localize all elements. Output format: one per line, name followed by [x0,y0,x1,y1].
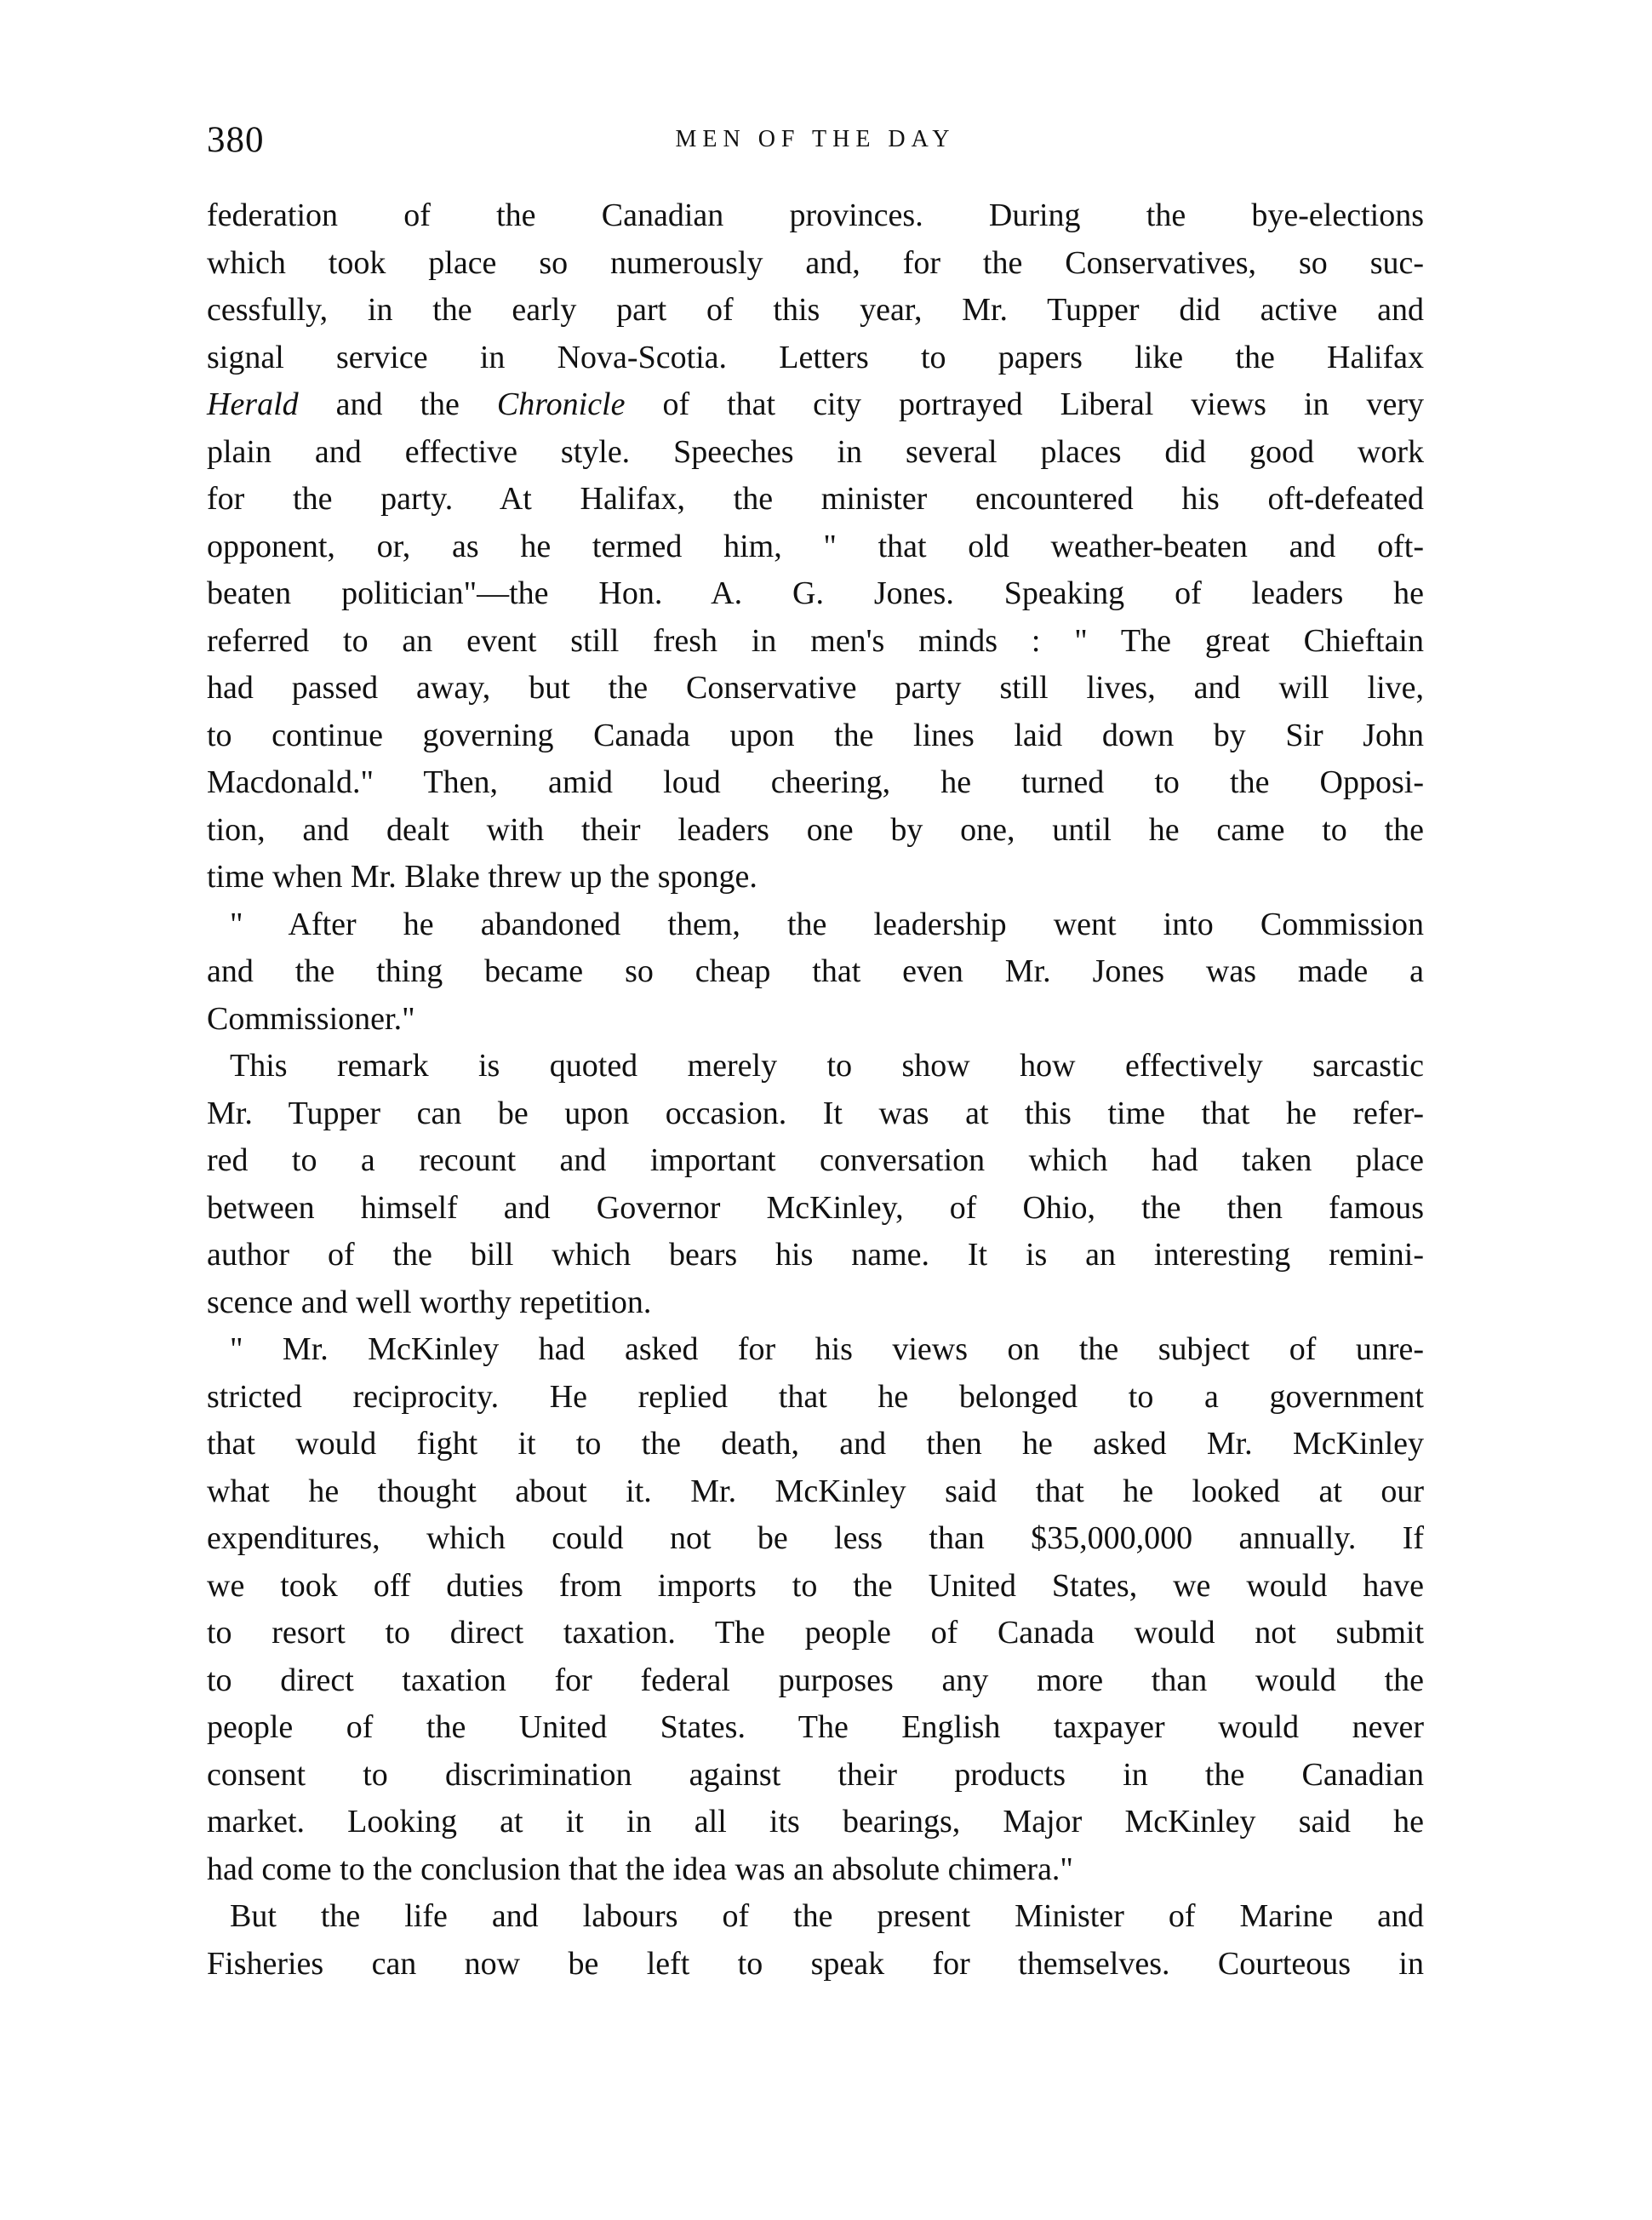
text-line [207,524,1424,571]
text-segment: signal service in Nova-Scotia. Letters to papers like the Halifax [207,339,1424,375]
text-line [207,1374,1424,1422]
text-line [207,901,1424,949]
text-segment: for the party. At Halifax, the minister encountered his oft-defeated [207,481,1424,517]
text-line [207,1185,1424,1233]
text-line [207,665,1424,712]
running-title: MEN OF THE DAY [675,126,956,152]
text-segment: what he thought about it. Mr. McKinley said that he looked at our [207,1473,1424,1509]
text-line [207,1563,1424,1611]
text-segment: to resort to direct taxation. The people of Canada would not submit [207,1615,1424,1651]
text-segment: opponent, or, as he termed him, " that old weather-beaten and oft- [207,528,1424,564]
text-segment: of that city portrayed Liberal views in very [625,386,1424,422]
text-line [207,712,1424,760]
text-segment: cessfully, in the early part of this year, Mr. Tupper did active and [207,292,1424,328]
running-head [207,119,1424,170]
text-segment: author of the bill which bears his name. It is an interesting remini- [207,1237,1424,1273]
text-segment: plain and effective style. Speeches in several places did good work [207,433,1424,470]
text-line [207,1090,1424,1138]
text-line [207,1610,1424,1657]
text-line [207,1752,1424,1799]
text-segment: scence and well worthy repetition. [207,1284,652,1320]
text-segment: This remark is quoted merely to show how effectively sarcastic [230,1048,1424,1084]
text-segment: time when Mr. Blake threw up the sponge. [207,859,757,895]
text-segment: Mr. Tupper can be upon occasion. It was at this time that he refer- [207,1095,1424,1131]
text-line [207,996,1424,1044]
text-line [207,1846,1424,1894]
text-line [207,948,1424,996]
text-segment: consent to discrimination against their products in the Canadian [207,1756,1424,1793]
text-segment: Macdonald." Then, amid loud cheering, he turned to the Opposi- [207,764,1424,800]
text-line [207,759,1424,807]
page-number: 380 [207,120,265,160]
text-segment: stricted reciprocity. He replied that he belonged to a government [207,1378,1424,1415]
text-segment: federation of the Canadian provinces. During the bye-elections [207,197,1424,233]
text-line [207,240,1424,288]
text-line [207,192,1424,240]
text-segment: we took off duties from imports to the United States, we would have [207,1567,1424,1604]
text-line [207,1515,1424,1563]
text-line [207,618,1424,666]
text-segment: had passed away, but the Conservative party still lives, and will live, [207,670,1424,706]
text-segment: But the life and labours of the present Minister of Marine and [230,1898,1424,1934]
text-line [207,1941,1424,1988]
text-line [207,335,1424,382]
text-line [207,381,1424,429]
text-line [207,570,1424,618]
text-line [207,1232,1424,1279]
text-segment: beaten politician"—the Hon. A. G. Jones. Speaking of leaders he [207,575,1424,611]
newspaper-title-herald: Herald [207,386,299,422]
text-segment: tion, and dealt with their leaders one by one, until he came to the [207,811,1424,848]
text-line [207,429,1424,477]
text-segment: " Mr. McKinley had asked for his views on the subject of unre- [230,1331,1424,1367]
text-segment: between himself and Governor McKinley, of Ohio, the then famous [207,1189,1424,1226]
body-text [207,192,1424,1988]
text-segment: to continue governing Canada upon the lines laid down by Sir John [207,717,1424,753]
text-segment: referred to an event still fresh in men's minds : " The great Chieftain [207,622,1424,659]
text-segment: to direct taxation for federal purposes any more than would the [207,1662,1424,1698]
text-line [207,1421,1424,1468]
text-line [207,854,1424,901]
text-segment: Fisheries can now be left to speak for themselves. Courteous in [207,1945,1424,1982]
text-line [207,1893,1424,1941]
text-segment: that would fight it to the death, and then he asked Mr. McKinley [207,1426,1424,1462]
newspaper-title-chronicle: Chronicle [496,386,626,422]
text-segment: people of the United States. The English taxpayer would never [207,1709,1424,1745]
text-line [207,1326,1424,1374]
text-segment: Commissioner." [207,1000,415,1037]
text-line [207,1799,1424,1846]
text-line [207,1137,1424,1185]
text-segment: " After he abandoned them, the leadership went into Commission [230,906,1424,942]
text-segment: market. Looking at it in all its bearings, Major McKinley said he [207,1804,1424,1840]
text-line [207,1279,1424,1327]
text-segment: and the [298,386,497,422]
text-line [207,1468,1424,1516]
text-line [207,807,1424,855]
text-segment: had come to the conclusion that the idea was an absolute chimera." [207,1851,1073,1887]
text-line [207,1043,1424,1090]
text-line [207,1657,1424,1705]
text-segment: and the thing became so cheap that even Mr. Jones was made a [207,953,1424,989]
text-line [207,476,1424,524]
text-line [207,287,1424,335]
text-segment: expenditures, which could not be less than $35,000,000 annually. If [207,1520,1424,1556]
text-segment: which took place so numerously and, for the Conservatives, so suc- [207,244,1424,281]
text-segment: red to a recount and important conversation which had taken place [207,1142,1424,1178]
text-line [207,1704,1424,1752]
